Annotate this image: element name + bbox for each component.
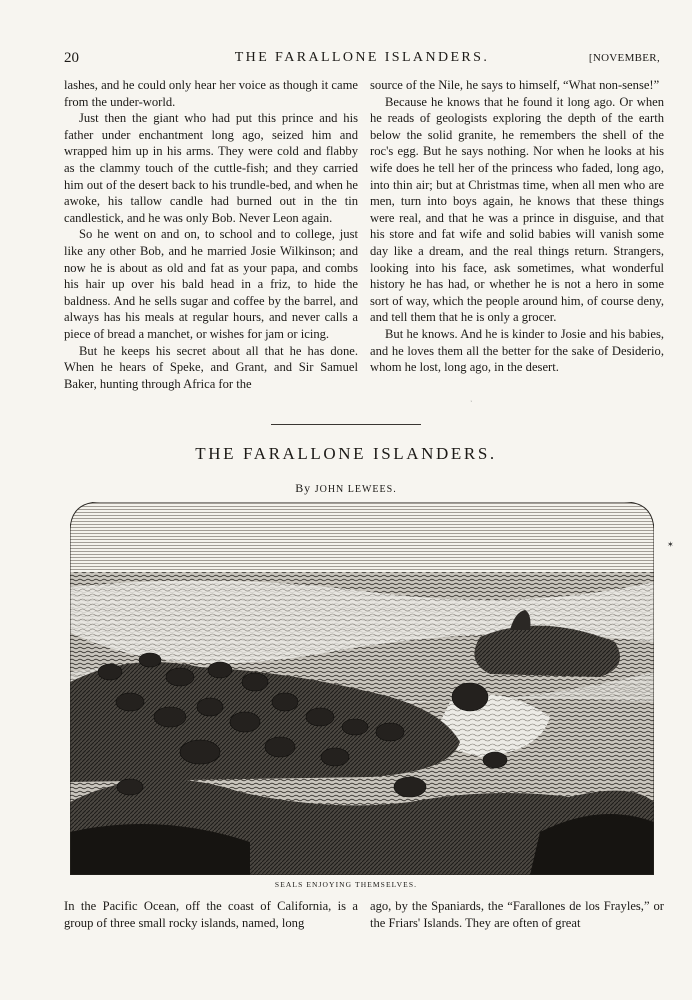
- paragraph: Because he knows that he found it long ago. Or when he reads of geologists exploring the depth of the earth below the solid granite, he remembers the shell of the roc's egg. But he says nothing. Nor when he looks at his wife does he tell her of the princess who faded, long ago, into thin air; but at Christmas time, when all men who are men, turn into boys again, he knows that these things were real, and that he was a prince in disguise, and that his store and fat wife and solid babies will vanish some day like a dream, and the real things return. Strangers, looking into his face, ask sometimes, what wonderful history he has had, or whether he is not a hero in some sort of way, which the people around him, of course deny, and tell them that he is only a grocer.: [370, 94, 664, 325]
- left-column: [64, 77, 358, 392]
- opening-word: In: [64, 899, 75, 913]
- section-divider: [271, 424, 421, 425]
- printer-mark: ʾ: [470, 400, 473, 408]
- paragraph: Just then the giant who had put this prince and his father under enchantment long ago, seized him and wrapped him up in his arms. They were cold and flabby as the clammy touch of the cuttle-fish; and they carried him out of the desert back to his trundle-bed, and when he awoke, his tallow candle had burned out in the tin candlestick, and he was only Bob. Never Leon again.: [64, 111, 358, 225]
- right-column: [370, 898, 664, 931]
- paragraph: [64, 898, 358, 931]
- issue-month: [NOVEMBER,: [588, 52, 660, 64]
- running-title: THE FARALLONE ISLANDERS.: [234, 50, 490, 65]
- illustration-caption: SEALS ENJOYING THEMSELVES.: [274, 880, 418, 889]
- page-number: 20: [64, 50, 79, 66]
- article-title: THE FARALLONE ISLANDERS.: [195, 444, 497, 463]
- opening-text: the Pacific Ocean, off the coast of California, is a group of three small rocky islands, named, long: [64, 899, 358, 930]
- paragraph: source of the Nile, he says to himself, “What non-sense!”: [370, 78, 660, 92]
- story-columns: [64, 77, 664, 402]
- paragraph: ago, by the Spaniards, the “Farallones de los Frayles,” or the Friars' Islands. They are often of great: [370, 899, 664, 930]
- printer-mark: ✶: [667, 540, 674, 549]
- running-head: [64, 50, 660, 70]
- paragraph: So he went on and on, to school and to college, just like any other Bob, and he married Josie Wilkinson; and now he is about as old and fat as your papa, and combs his hair up over his bald head in a friz, to hide the baldness. And he sells sugar and coffee by the barrel, and always has his meals at regular hours, and never calls a piece of bread a manchet, or wishes for jam or icing.: [64, 227, 358, 341]
- byline: [0, 481, 692, 496]
- paragraph: But he knows. And he is kinder to Josie and his babies, and he loves them all the better for the sake of Desiderio, whom he lost, long ago, in the desert.: [370, 326, 664, 375]
- left-column: [64, 898, 358, 931]
- paragraph: lashes, and he could only hear her voice as though it came from the under-world.: [64, 78, 358, 109]
- seals-engraving: [70, 502, 654, 875]
- paragraph: But he keeps his secret about all that he has done. When he hears of Speke, and Grant, and Sir Samuel Baker, hunting through Africa for the: [64, 343, 358, 391]
- author-name: JOHN LEWEES.: [314, 484, 397, 495]
- byline-prefix: By: [295, 481, 311, 495]
- right-column: [370, 77, 664, 376]
